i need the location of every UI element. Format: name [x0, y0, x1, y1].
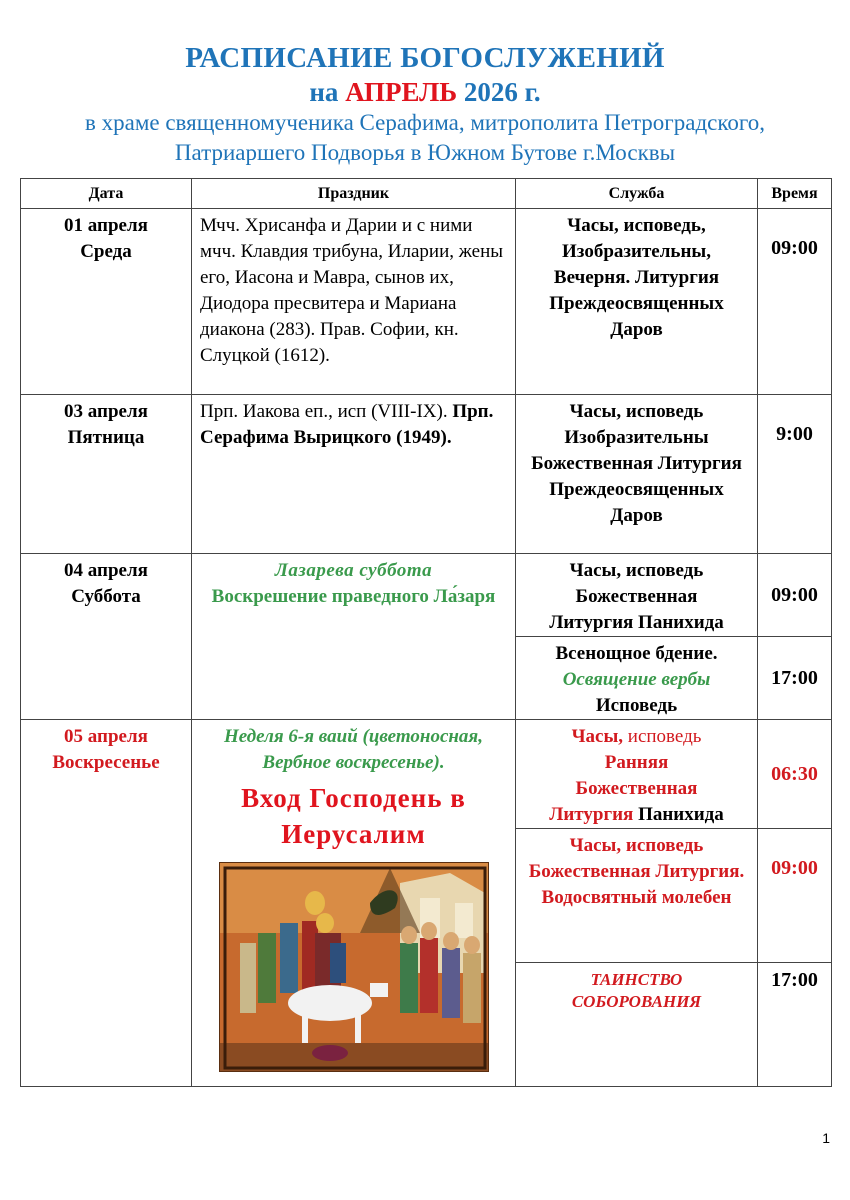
- time-cell: 09:00: [758, 209, 832, 395]
- service-cell: ТАИНСТВО СОБОРОВАНИЯ: [516, 963, 758, 1087]
- service-line: [516, 724, 757, 750]
- date: 03 апреля: [64, 401, 148, 422]
- service-plain-text: Панихида: [638, 804, 724, 825]
- table-row: [21, 395, 832, 554]
- feast-cell: [192, 395, 516, 554]
- date: 04 апреля: [64, 560, 148, 581]
- service-line: Божественная: [575, 778, 698, 799]
- service-line: Ранняя: [604, 752, 669, 773]
- month-name: АПРЕЛЬ: [345, 77, 458, 107]
- service-line: Всенощное бдение.: [555, 643, 718, 664]
- date-cell: [21, 209, 192, 395]
- service-line: Исповедь: [595, 695, 678, 716]
- weekday: Суббота: [71, 586, 141, 607]
- time-cell: 09:00: [758, 829, 832, 963]
- feast-plain: Прп. Иакова еп., исп (VIII-IX).: [200, 401, 448, 422]
- service-line: Часы, исповедь: [569, 560, 704, 581]
- weekday: Пятница: [67, 427, 145, 448]
- service-cell: Часы, исповедь, Изобразительны, Вечерня. Литургия Преждеосвященных Даров: [516, 209, 758, 395]
- date: 05 апреля: [64, 726, 148, 747]
- feast-cell: Мчч. Хрисанфа и Дарии и с ними мчч. Клавдия трибуна, Иларии, жены его, Иасона и Мавра, сынов их, Диодора пресвитера и Мариана диакона (283). Прав. Софии, кн. Слуцкой (1612).: [192, 209, 516, 395]
- table-row: [21, 720, 832, 829]
- time-cell: 17:00: [758, 963, 832, 1087]
- service-line: Освящение вербы: [562, 669, 711, 690]
- time-cell: 9:00: [758, 395, 832, 554]
- icon-image: [220, 863, 489, 1072]
- table-row: [21, 209, 832, 395]
- feast-bold: Прп. Серафима Вырицкого (1949).: [200, 401, 494, 448]
- feast-title: Лазарева суббота: [274, 560, 433, 581]
- page-number: 1: [822, 1130, 830, 1146]
- date-cell: [21, 395, 192, 554]
- subtitle-line-2: Патриаршего Подворья в Южном Бутове г.Москвы: [174, 140, 676, 165]
- schedule-table: [20, 178, 832, 1087]
- weekday: Среда: [80, 241, 132, 262]
- time-cell: 06:30: [758, 720, 832, 829]
- month-line: [0, 76, 850, 108]
- col-header-feast: Праздник: [192, 179, 516, 209]
- subtitle-line-1: в храме священномученика Серафима, митрополита Петроградского,: [85, 110, 765, 135]
- month-prefix: на: [309, 77, 339, 107]
- service-line: Божественная: [575, 586, 698, 607]
- service-cell: Часы, исповедь Изобразительны Божественная Литургия Преждеосвященных Даров: [516, 395, 758, 554]
- service-red-text: Часы,: [571, 726, 624, 747]
- col-header-service: Служба: [516, 179, 758, 209]
- service-cell: [516, 637, 758, 720]
- feast-subtitle: Воскрешение праведного Ла́заря: [211, 586, 496, 607]
- service-line: Литургия Панихида: [549, 612, 724, 633]
- table-header-row: [21, 179, 832, 209]
- col-header-time: Время: [758, 179, 832, 209]
- service-cell: Часы, исповедь Божественная Литургия. Водосвятный молебен: [516, 829, 758, 963]
- palm-sunday-icon: [219, 862, 489, 1072]
- feast-cell: [192, 720, 516, 1087]
- table-row: [21, 554, 832, 637]
- service-cell: [516, 554, 758, 637]
- weekday: Воскресенье: [52, 752, 160, 773]
- document-header: [0, 40, 850, 168]
- col-header-date: Дата: [21, 179, 192, 209]
- service-cell: [516, 720, 758, 829]
- feast-cell: [192, 554, 516, 720]
- date-cell: [21, 554, 192, 720]
- month-suffix: 2026 г.: [463, 77, 541, 107]
- feast-subtitle: Неделя 6-я ваий (цветоносная, Вербное воскресенье).: [224, 726, 483, 773]
- date-cell: [21, 720, 192, 1087]
- time-cell: 17:00: [758, 637, 832, 720]
- date: 01 апреля: [64, 215, 148, 236]
- service-line: [516, 802, 757, 828]
- service-red-text: Литургия: [549, 804, 634, 825]
- feast-title: Вход Господень в Иерусалим: [241, 783, 466, 849]
- document-title: РАСПИСАНИЕ БОГОСЛУЖЕНИЙ: [185, 42, 665, 74]
- service-plain-text: исповедь: [623, 726, 702, 747]
- time-cell: 09:00: [758, 554, 832, 637]
